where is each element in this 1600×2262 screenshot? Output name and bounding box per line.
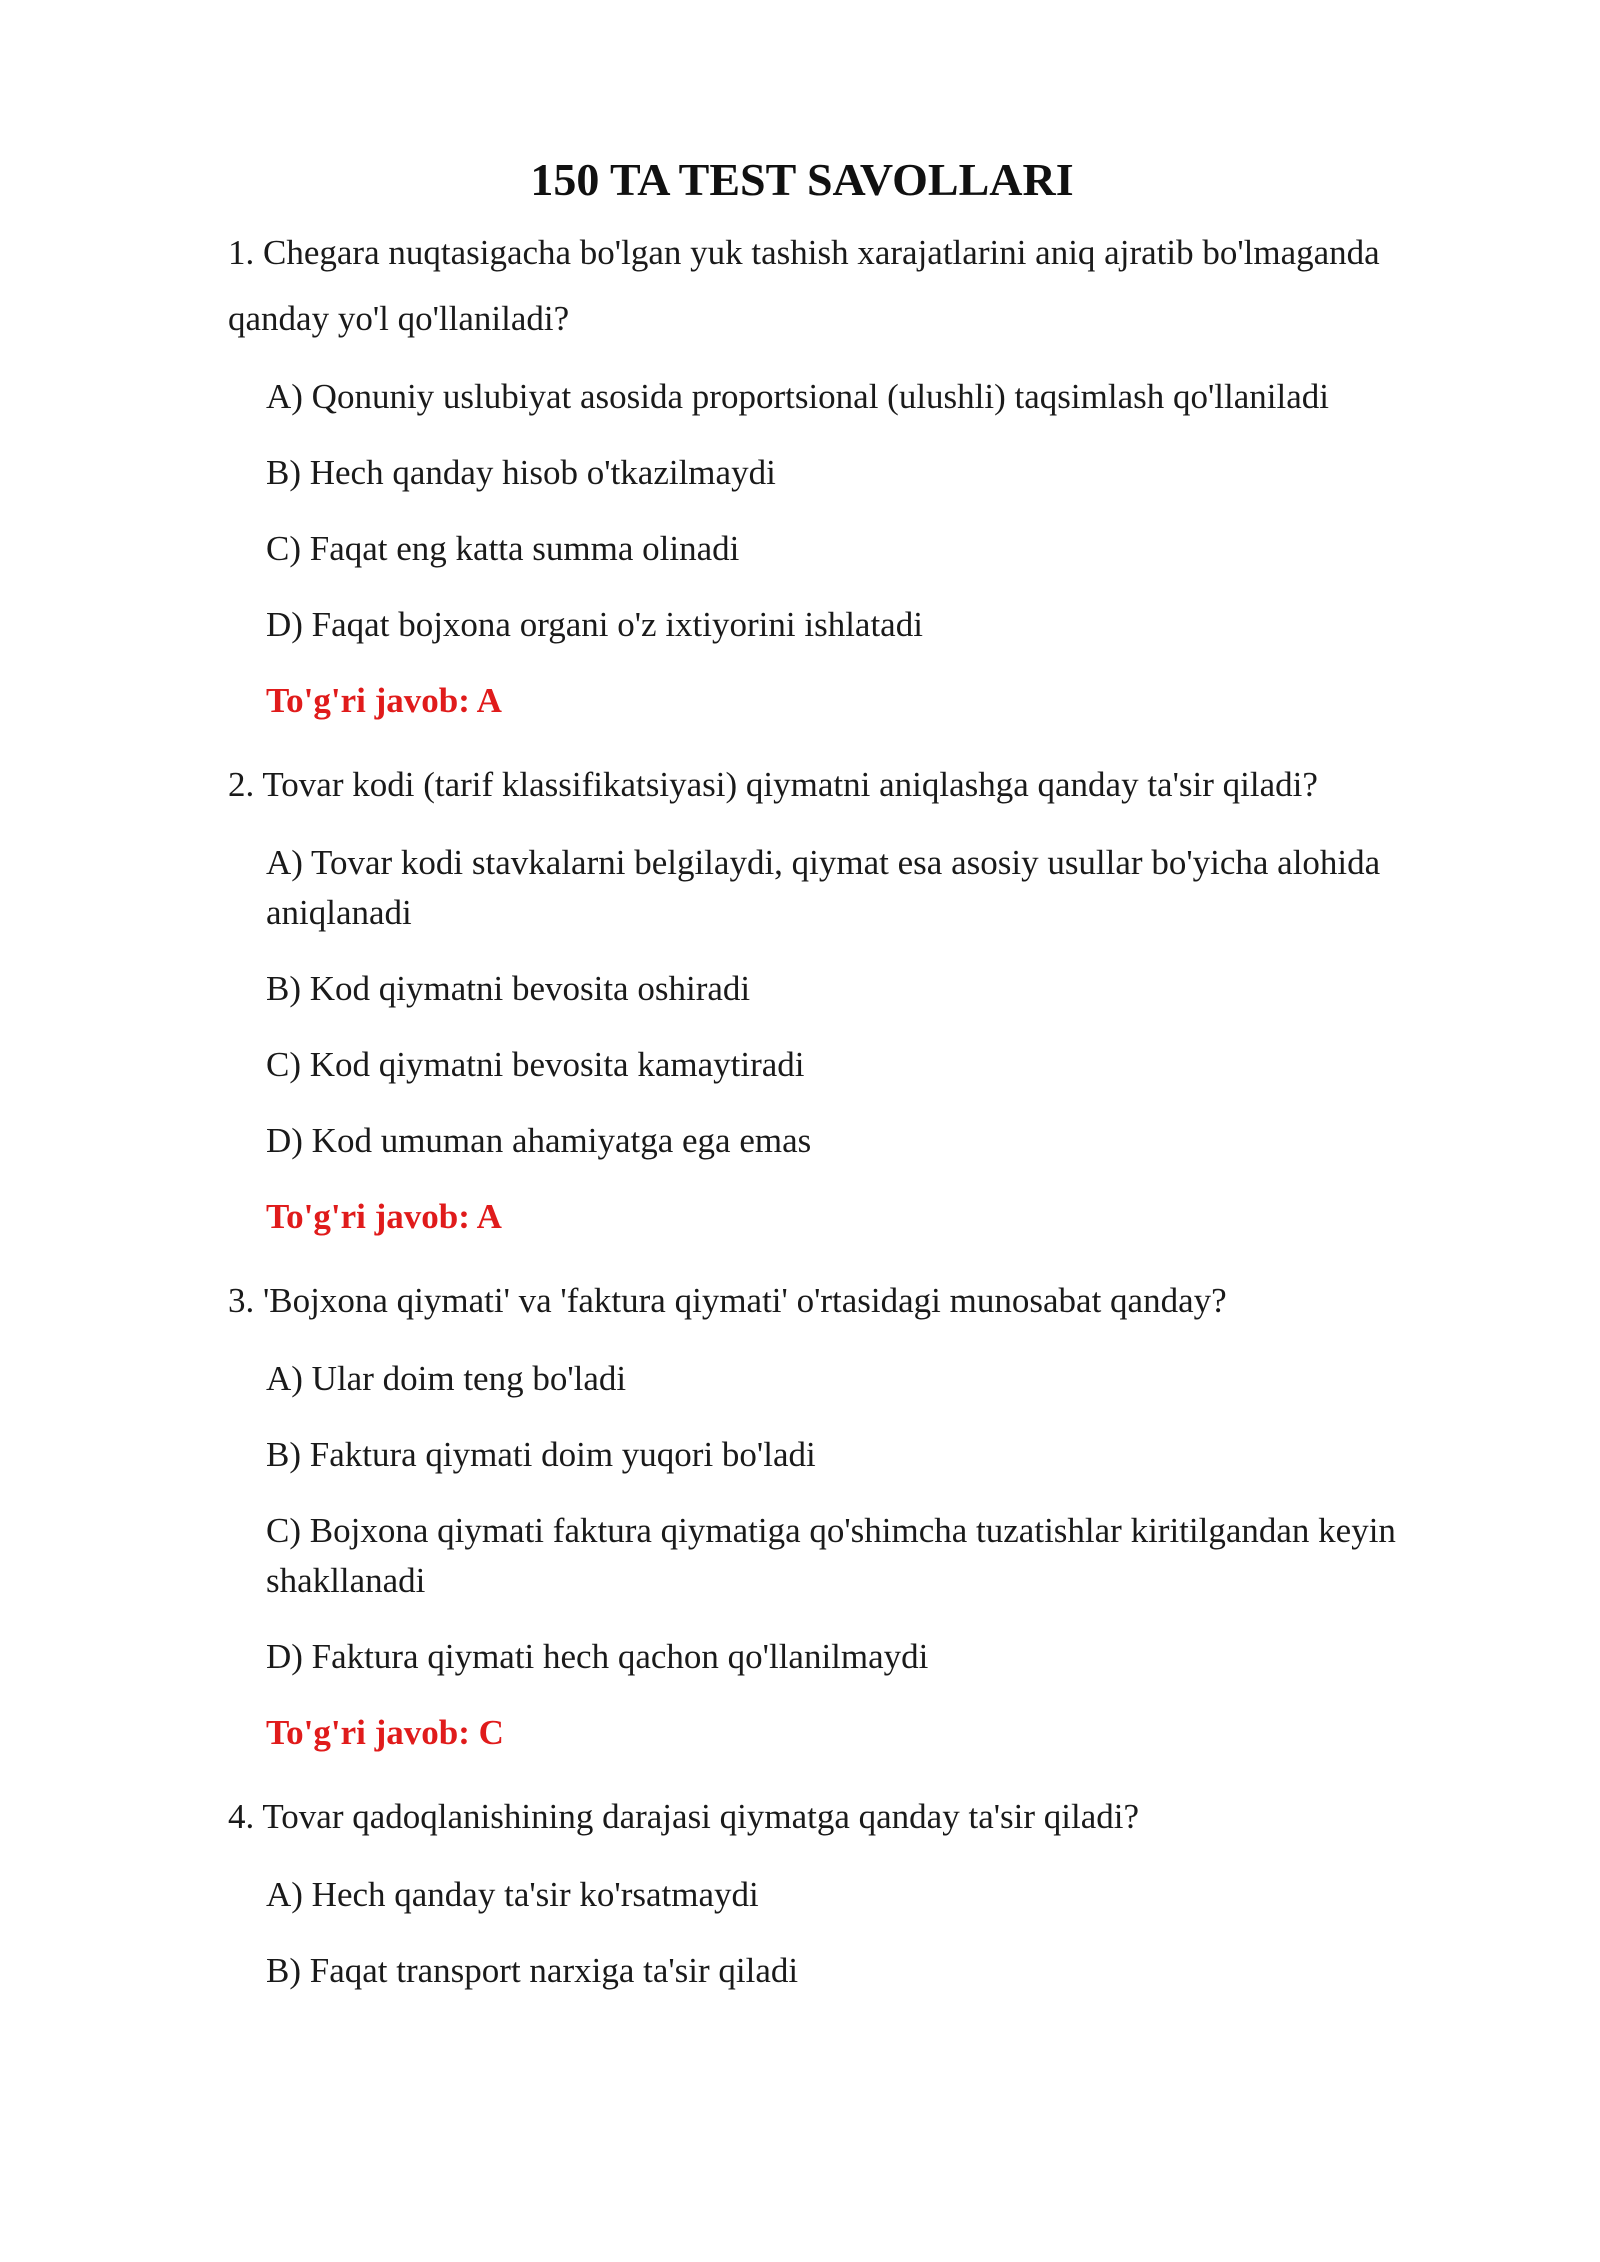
option-b: B) Hech qanday hisob o'tkazilmaydi bbox=[266, 453, 776, 492]
question-text: 3. 'Bojxona qiymati' va 'faktura qiymati' o'rtasidagi munosabat qanday? bbox=[228, 1281, 1227, 1320]
option-list bbox=[266, 372, 1480, 650]
correct-answer: To'g'ri javob: A bbox=[266, 1197, 502, 1236]
option-d: D) Faktura qiymati hech qachon qo'llanilmaydi bbox=[266, 1637, 929, 1676]
option-c: C) Faqat eng katta summa olinadi bbox=[266, 529, 740, 568]
question-text: 1. Chegara nuqtasigacha bo'lgan yuk tashish xarajatlarini aniq ajratib bo'lmaganda qanday yo'l qo'llaniladi? bbox=[228, 233, 1380, 338]
question-text: 2. Tovar kodi (tarif klassifikatsiyasi) qiymatni aniqlashga qanday ta'sir qiladi? bbox=[228, 765, 1318, 804]
question-1 bbox=[228, 220, 1480, 726]
option-list bbox=[266, 1354, 1480, 1682]
option-d: D) Faqat bojxona organi o'z ixtiyorini ishlatadi bbox=[266, 605, 923, 644]
option-list bbox=[266, 1870, 1480, 1996]
question-text: 4. Tovar qadoqlanishining darajasi qiymatga qanday ta'sir qiladi? bbox=[228, 1797, 1140, 1836]
option-a: A) Hech qanday ta'sir ko'rsatmaydi bbox=[266, 1875, 759, 1914]
option-a: A) Qonuniy uslubiyat asosida proportsional (ulushli) taqsimlash qo'llaniladi bbox=[266, 377, 1329, 416]
option-a: A) Ular doim teng bo'ladi bbox=[266, 1359, 627, 1398]
question-3 bbox=[228, 1268, 1480, 1758]
question-4 bbox=[228, 1784, 1480, 1996]
option-a: A) Tovar kodi stavkalarni belgilaydi, qiymat esa asosiy usullar bo'yicha alohida aniqlanadi bbox=[266, 843, 1381, 932]
option-b: B) Kod qiymatni bevosita oshiradi bbox=[266, 969, 751, 1008]
correct-answer: To'g'ri javob: A bbox=[266, 681, 502, 720]
option-b: B) Faktura qiymati doim yuqori bo'ladi bbox=[266, 1435, 816, 1474]
correct-answer: To'g'ri javob: C bbox=[266, 1713, 504, 1752]
document-title: 150 TA TEST SAVOLLARI bbox=[530, 154, 1074, 205]
option-d: D) Kod umuman ahamiyatga ega emas bbox=[266, 1121, 812, 1160]
option-list bbox=[266, 838, 1480, 1166]
question-2 bbox=[228, 752, 1480, 1242]
option-b: B) Faqat transport narxiga ta'sir qiladi bbox=[266, 1951, 799, 1990]
option-c: C) Kod qiymatni bevosita kamaytiradi bbox=[266, 1045, 805, 1084]
option-c: C) Bojxona qiymati faktura qiymatiga qo'shimcha tuzatishlar kiritilgandan keyin shakllanadi bbox=[266, 1511, 1396, 1600]
